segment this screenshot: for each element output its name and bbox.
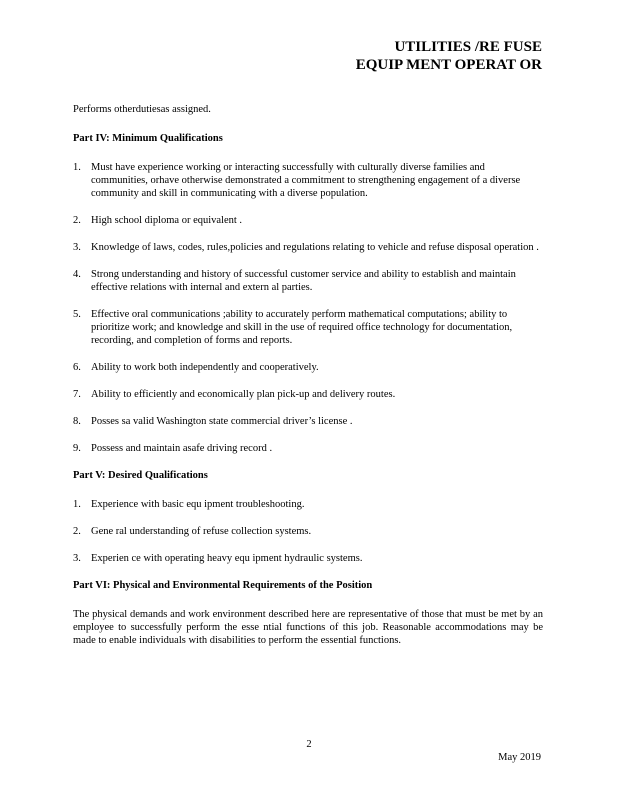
- part6-heading: Part VI: Physical and Environmental Requirements of the Position: [73, 580, 373, 591]
- page-number: 2: [306, 739, 312, 750]
- list-item: 9. Possess and maintain asafe driving record .: [73, 443, 273, 454]
- list-item: 2. Gene ral understanding of refuse collection systems.: [73, 526, 312, 537]
- list-item: 8. Posses sa valid Washington state commercial driver’s license .: [73, 416, 353, 427]
- list-item: 1. Experience with basic equ ipment troubleshooting.: [73, 499, 305, 510]
- list-item: 4. Strong understanding and history of successful customer service and ability to establish and maintain effective relations with internal and extern al parties.: [73, 269, 516, 293]
- list-item: 2. High school diploma or equivalent .: [73, 215, 243, 226]
- part5-heading: Part V: Desired Qualifications: [73, 470, 208, 481]
- physical-requirements-text: The physical demands and work environment described here are representative of those that must be met by an employee to successfully perform the esse ntial functions of this job. Reasonable accommodations may be made to enable individuals with disabilities to perform the essential functions.: [73, 609, 543, 646]
- job-title-line-1: UTILITIES /RE FUSE: [394, 39, 542, 55]
- revision-date: May 2019: [498, 752, 541, 763]
- list-item: 6. Ability to work both independently and cooperatively.: [73, 362, 319, 373]
- desired-qualifications-list: [73, 498, 543, 565]
- list-item: 3. Experien ce with operating heavy equ ipment hydraulic systems.: [73, 553, 363, 564]
- document-body: [73, 103, 543, 663]
- list-item: 3. Knowledge of laws, codes, rules,policies and regulations relating to vehicle and refuse disposal operation .: [73, 242, 539, 253]
- minimum-qualifications-list: [73, 161, 543, 455]
- list-item: 1. Must have experience working or interacting successfully with culturally diverse families and communities, orhave otherwise demonstrated a commitment to strengthening engagement of a diverse community and skill in communicating with a diverse population.: [73, 162, 521, 199]
- list-item: 5. Effective oral communications ;ability to accurately perform mathematical computations; ability to prioritize work; and knowledge and skill in the use of required office technology for documentation, recording, and completion of forms and reports.: [73, 309, 513, 346]
- list-item: 7. Ability to efficiently and economically plan pick-up and delivery routes.: [73, 389, 396, 400]
- part4-heading: Part IV: Minimum Qualifications: [73, 133, 223, 144]
- job-title-line-2: EQUIP MENT OPERAT OR: [355, 57, 542, 73]
- intro-text: Performs otherdutiesas assigned.: [73, 104, 211, 115]
- document-header: [356, 38, 542, 74]
